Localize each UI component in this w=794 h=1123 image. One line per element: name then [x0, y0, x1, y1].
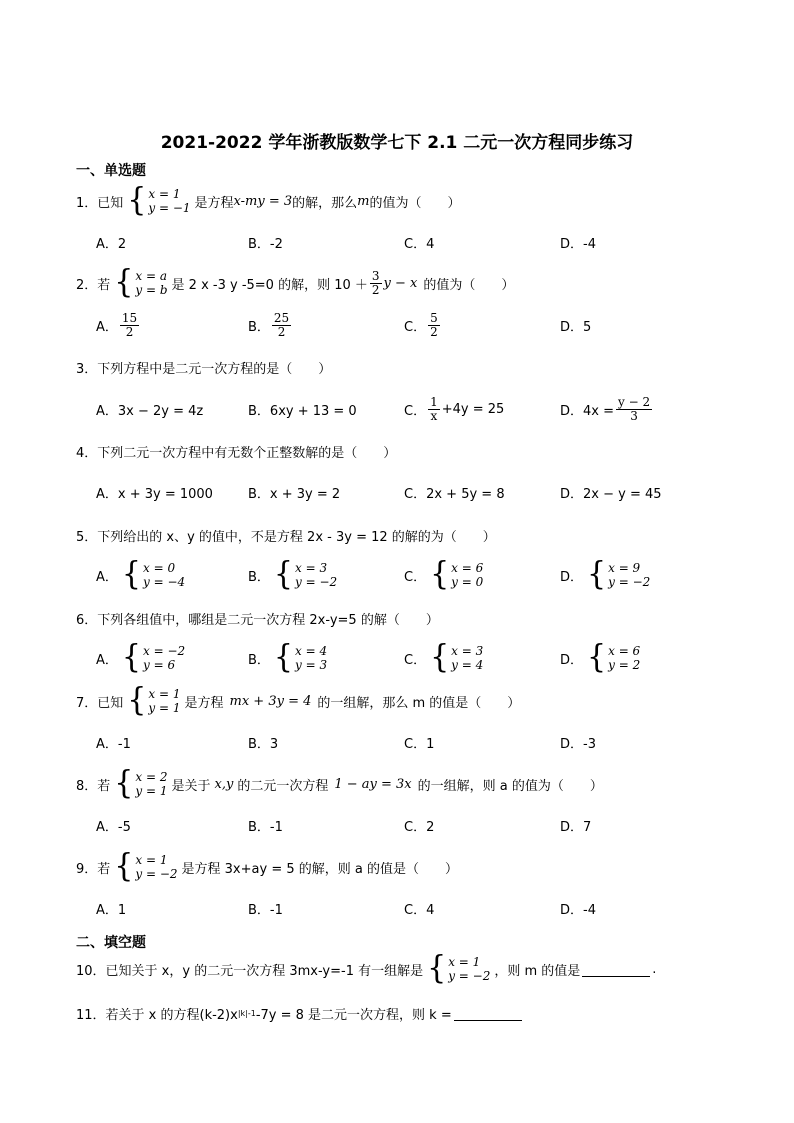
option-c[interactable]: C．4: [404, 902, 435, 918]
option-b[interactable]: B．x + 3y = 2: [248, 486, 341, 502]
option-d[interactable]: D．5: [560, 319, 592, 335]
question-6: 6．下列各组值中，哪组是二元一次方程 2x-y=5 的解（ ）: [76, 612, 439, 628]
option-b[interactable]: B． { x = 4 y = 3: [248, 639, 328, 676]
option-a[interactable]: A． { x = −2 y = 6: [96, 639, 186, 676]
option-d[interactable]: D．4x = $\frac{y - 2}{3}$: [560, 394, 651, 423]
option-d[interactable]: D．-4: [560, 236, 596, 252]
option-b[interactable]: B．-2: [248, 236, 283, 252]
option-b[interactable]: B．-1: [248, 902, 283, 918]
equation-system: { x = a y = b: [114, 264, 168, 301]
question-4-options: [96, 476, 716, 508]
equation-system: { x = 1 y = 1: [127, 682, 181, 719]
question-9-options: [96, 892, 716, 924]
equation-system: { x = 1 y = −2: [427, 950, 491, 987]
option-c[interactable]: C． { x = 3 y = 4: [404, 639, 484, 676]
question-1-options: [96, 226, 716, 258]
question-8: 8．若 { x = 2 y = 1 是关于 x,y 的二元一次方程 1 − ay = 3x 的一组解，则 a 的值为（ ）: [76, 765, 603, 802]
question-4: 4．下列二元一次方程中有无数个正整数解的是（ ）: [76, 445, 397, 461]
option-c[interactable]: C． { x = 6 y = 0: [404, 556, 484, 593]
option-a[interactable]: A．x + 3y = 1000: [96, 486, 213, 502]
option-a[interactable]: A． { x = 0 y = −4: [96, 556, 186, 593]
question-6-options: [96, 639, 716, 676]
option-d[interactable]: D．7: [560, 819, 592, 835]
option-a[interactable]: A．3x − 2y = 4z: [96, 403, 204, 419]
question-2: 2．若 { x = a y = b 是 2 x -3 y -5=0 的解，则 10 ＋ $\frac{3}{2}$ y − x 的值为（ ）: [76, 264, 515, 301]
option-c[interactable]: C． $\frac{1}{x}$ +4y = 25: [404, 394, 505, 423]
option-a[interactable]: A． $\frac{15}{2}$: [96, 310, 138, 339]
option-c[interactable]: C．1: [404, 736, 435, 752]
option-c[interactable]: C．2x + 5y = 8: [404, 486, 505, 502]
equation-system: { x = 1 y = −1: [127, 182, 191, 219]
option-b[interactable]: B．6xy + 13 = 0: [248, 403, 357, 419]
question-8-options: [96, 809, 716, 841]
option-a[interactable]: A．2: [96, 236, 127, 252]
option-d[interactable]: D．-4: [560, 902, 596, 918]
option-c[interactable]: C． $\frac{5}{2}$: [404, 310, 438, 339]
option-c[interactable]: C．4: [404, 236, 435, 252]
question-1: 1．已知 { x = 1 y = −1 是方程 x-my = 3 的解，那么 m 的值为（ ）: [76, 182, 461, 219]
question-5-options: [96, 556, 716, 593]
question-5: 5．下列给出的 x、y 的值中，不是方程 2x - 3y = 12 的解的为（ ）: [76, 529, 496, 545]
option-d[interactable]: D．-3: [560, 736, 596, 752]
question-10: 10．已知关于 x，y 的二元一次方程 3mx-y=-1 有一组解是 { x = 1 y = −2 ，则 m 的值是 .: [76, 950, 657, 987]
option-c[interactable]: C．2: [404, 819, 435, 835]
option-b[interactable]: B．3: [248, 736, 279, 752]
answer-blank[interactable]: [582, 962, 650, 977]
page-title: 2021-2022 学年浙教版数学七下 2.1 二元一次方程同步练习: [160, 133, 634, 153]
answer-blank[interactable]: [454, 1006, 522, 1021]
question-9: 9．若 { x = 1 y = −2 是方程 3x+ay = 5 的解，则 a 的值是（ ）: [76, 848, 458, 885]
fraction: $\frac{3}{2}$: [371, 268, 380, 297]
option-a[interactable]: A．-1: [96, 736, 131, 752]
question-7: 7．已知 { x = 1 y = 1 是方程 mx + 3y = 4 的一组解，那么 m 的值是（ ）: [76, 682, 521, 719]
option-a[interactable]: A．1: [96, 902, 127, 918]
equation-system: { x = 2 y = 1: [114, 765, 168, 802]
question-11: 11．若关于 x 的方程(k-2)x |k|-1 -7y = 8 是二元一次方程，则 k =: [76, 998, 524, 1028]
option-d[interactable]: D． { x = 6 y = 2: [560, 639, 641, 676]
option-b[interactable]: B．-1: [248, 819, 283, 835]
question-3-options: [96, 393, 716, 425]
equation-system: { x = 1 y = −2: [114, 848, 178, 885]
option-b[interactable]: B． { x = 3 y = −2: [248, 556, 338, 593]
option-a[interactable]: A．-5: [96, 819, 131, 835]
question-7-options: [96, 726, 716, 758]
option-d[interactable]: D． { x = 9 y = −2: [560, 556, 651, 593]
section-heading-single-choice: 一、单选题: [76, 163, 146, 179]
section-heading-fill-blank: 二、填空题: [76, 935, 146, 951]
option-d[interactable]: D．2x − y = 45: [560, 486, 662, 502]
question-3: 3．下列方程中是二元一次方程的是（ ）: [76, 361, 332, 377]
question-2-options: [96, 309, 716, 341]
option-b[interactable]: B． $\frac{25}{2}$: [248, 310, 290, 339]
